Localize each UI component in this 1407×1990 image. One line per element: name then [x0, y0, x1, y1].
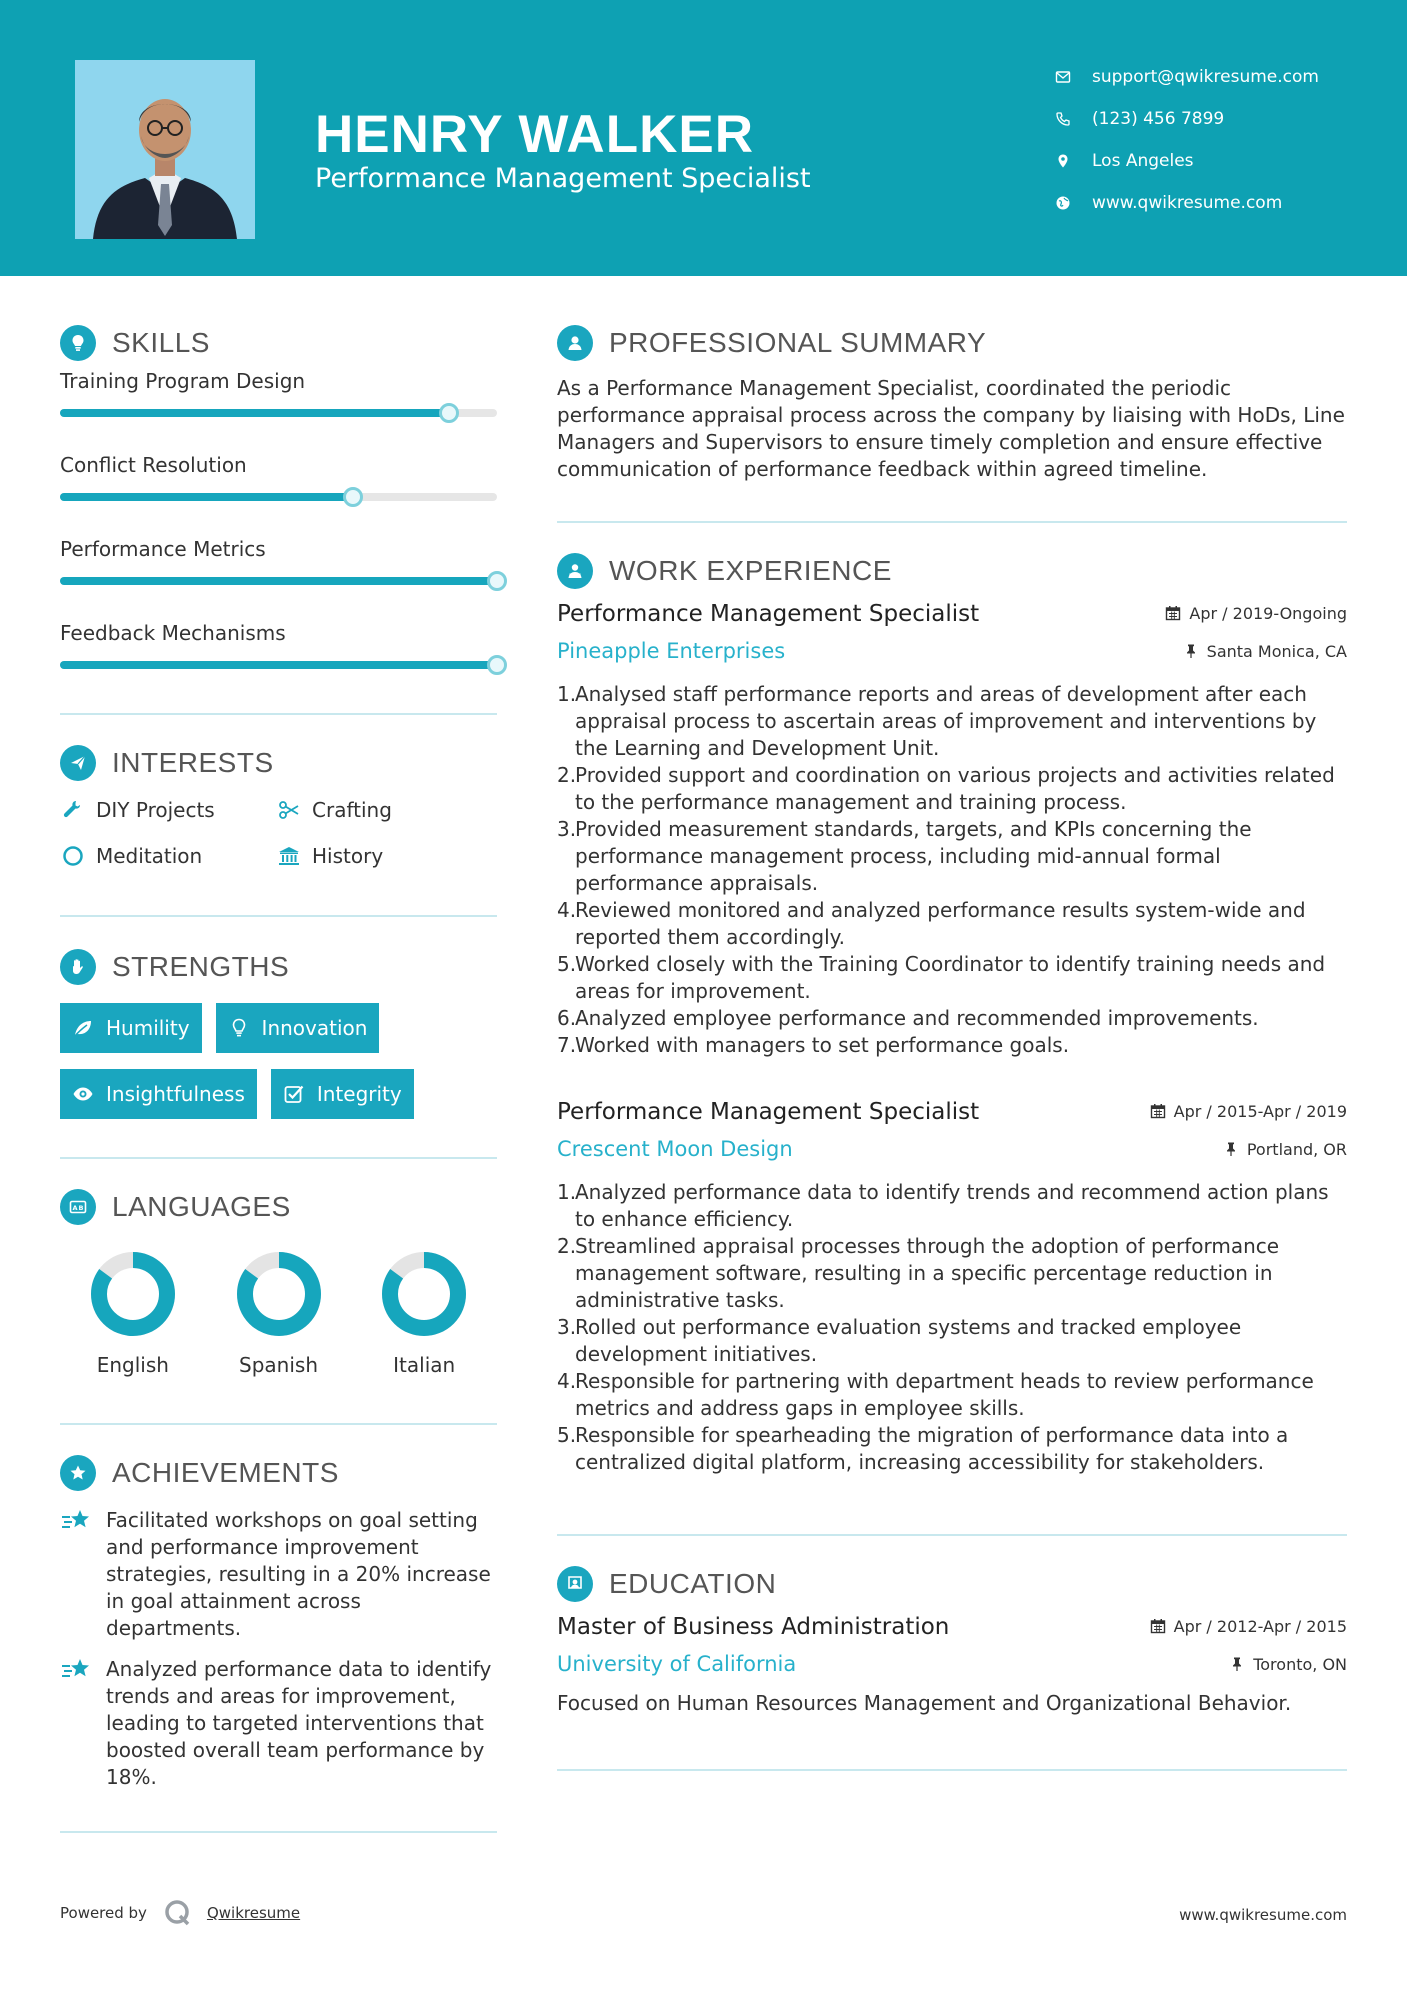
language-label: Spanish: [239, 1353, 318, 1377]
skill-item: [60, 533, 497, 585]
contact-website-text: www.qwikresume.com: [1092, 193, 1283, 213]
achievement-item: [60, 1507, 497, 1642]
skills-list: [60, 365, 497, 669]
interest-label: History: [312, 844, 384, 868]
strengths-header: [60, 947, 497, 987]
education-title: EDUCATION: [609, 1568, 777, 1599]
strength-tag: [60, 1003, 202, 1053]
job-dates-text: Apr / 2019-Ongoing: [1189, 603, 1347, 623]
pushpin-icon: [1229, 1656, 1245, 1672]
job-dates: [1150, 1102, 1347, 1121]
strength-tag: [271, 1069, 414, 1119]
hand-icon: [60, 949, 96, 985]
strength-tag: [216, 1003, 380, 1053]
skill-bar: [60, 577, 497, 585]
language-level-ring: [88, 1249, 178, 1339]
education-location-text: Toronto, ON: [1253, 1654, 1347, 1674]
strength-label: Humility: [106, 1016, 190, 1040]
education-dates-text: Apr / 2012-Apr / 2015: [1173, 1616, 1347, 1636]
job-bullet: 3. Rolled out performance evaluation systems and tracked employee development initiatives.: [557, 1314, 1347, 1368]
section-divider: [60, 1423, 497, 1425]
job-bullet-text: Provided support and coordination on various projects and activities related to the performance management and training process.: [575, 763, 1335, 814]
job-bullet-text: Worked closely with the Training Coordinator to identify training needs and areas for improvement.: [575, 952, 1326, 1003]
job-dates-text: Apr / 2015-Apr / 2019: [1173, 1101, 1347, 1121]
strength-tag: [60, 1069, 257, 1119]
job-bullet-text: Provided measurement standards, targets, and KPIs concerning the performance management process, including mid-annual formal performance appraisals.: [575, 817, 1252, 895]
job-dates: [1165, 604, 1347, 623]
footer-website[interactable]: www.qwikresume.com: [1179, 1906, 1347, 1924]
globe-icon: [1054, 194, 1072, 212]
section-divider: [557, 1769, 1347, 1771]
job-bullet: 5. Responsible for spearheading the migration of performance data into a centralized digital platform, increasing accessibility for stakeholders.: [557, 1422, 1347, 1476]
language-level-ring: [234, 1249, 324, 1339]
skill-bar: [60, 493, 497, 501]
job-bullet: 6. Analyzed employee performance and recommended improvements.: [557, 1006, 1259, 1030]
pushpin-icon: [1223, 1141, 1239, 1157]
job-bullet-text: Analysed staff performance reports and areas of development after each appraisal process to ascertain areas of improvement and interventions by the Learning and Development Unit.: [575, 682, 1317, 760]
profile-photo: [75, 60, 255, 239]
languages-list: [60, 1249, 497, 1377]
section-divider: [60, 1157, 497, 1159]
interests-list: [60, 797, 497, 869]
job-bullet-text: Reviewed monitored and analyzed performance results system-wide and reported them accordingly.: [575, 898, 1306, 949]
achievement-text: Facilitated workshops on goal setting and performance improvement strategies, resulting in a 20% increase in goal attainment across departments.: [106, 1508, 491, 1640]
job-bullet: 4. Reviewed monitored and analyzed performance results system-wide and reported them accordingly.: [557, 897, 1347, 951]
company-name: Pineapple Enterprises: [557, 639, 786, 663]
powered-by-label: Powered by: [60, 1904, 147, 1922]
summary-header: [557, 323, 1347, 363]
section-divider: [60, 1831, 497, 1833]
achievement-item: [60, 1656, 497, 1791]
language-label: Italian: [393, 1353, 456, 1377]
contact-phone-text: (123) 456 7899: [1092, 109, 1225, 129]
experience-header: [557, 551, 1347, 591]
candidate-title: Performance Management Specialist: [315, 163, 811, 194]
circle-icon: [60, 843, 86, 869]
job-bullet-text: Worked with managers to set performance goals.: [575, 1033, 1070, 1057]
job-bullet: 3. Provided measurement standards, targets, and KPIs concerning the performance management process, including mid-annual formal performance appraisals.: [557, 816, 1347, 897]
job-bullets: [557, 1179, 1347, 1476]
contact-website[interactable]: [1054, 182, 1319, 224]
skill-label: Training Program Design: [60, 369, 306, 393]
calendar-icon: [1150, 1618, 1166, 1634]
footer-powered-by: [60, 1898, 300, 1928]
interests-title: INTERESTS: [112, 747, 274, 778]
brand-link[interactable]: Qwikresume: [206, 1904, 301, 1922]
language-item: [60, 1249, 206, 1377]
job-location: [1183, 642, 1347, 661]
job-location: [1223, 1140, 1347, 1159]
interests-header: [60, 743, 497, 783]
strengths-title: STRENGTHS: [112, 951, 290, 982]
briefcase-icon: [557, 553, 593, 589]
eye-icon: [72, 1083, 94, 1105]
school-name: University of California: [557, 1652, 797, 1676]
summary-text: As a Performance Management Specialist, coordinated the periodic performance appraisal process across the company by liaising with HoDs, Line Managers and Supervisors to ensure timely completion and ensure effective communication of performance feedback within agreed timeline.: [557, 376, 1345, 481]
language-label: English: [96, 1353, 169, 1377]
svg-text:A: A: [72, 1204, 78, 1212]
job-bullet: 5. Worked closely with the Training Coordinator to identify training needs and areas for improvement.: [557, 951, 1347, 1005]
skill-fill: [60, 661, 497, 669]
graduate-icon: [557, 1566, 593, 1602]
job-entry: [557, 601, 1347, 1059]
section-divider: [60, 713, 497, 715]
language-icon: [60, 1189, 96, 1225]
interest-label: Crafting: [312, 798, 392, 822]
interest-label: Meditation: [96, 844, 203, 868]
pushpin-icon: [1183, 643, 1199, 659]
check-square-icon: [283, 1083, 305, 1105]
languages-header: [60, 1187, 497, 1227]
section-divider: [557, 521, 1347, 523]
education-entry: [557, 1614, 1347, 1717]
wrench-icon: [60, 797, 86, 823]
skill-handle: [439, 403, 459, 423]
candidate-name: HENRY WALKER: [315, 105, 754, 164]
skill-label: Feedback Mechanisms: [60, 621, 286, 645]
interest-item: [276, 797, 476, 823]
summary-title: PROFESSIONAL SUMMARY: [609, 327, 987, 358]
languages-title: LANGUAGES: [112, 1191, 291, 1222]
experience-title: WORK EXPERIENCE: [609, 555, 892, 586]
skill-label: Conflict Resolution: [60, 453, 247, 477]
calendar-icon: [1165, 605, 1181, 621]
contact-email-text: support@qwikresume.com: [1092, 67, 1319, 87]
interest-item: [276, 843, 476, 869]
job-bullet-text: Rolled out performance evaluation systems and tracked employee development initiatives.: [575, 1315, 1242, 1366]
job-entry: [557, 1099, 1347, 1476]
section-divider: [557, 1534, 1347, 1536]
contact-phone[interactable]: [1054, 98, 1319, 140]
job-bullet: 1. Analysed staff performance reports and areas of development after each appraisal process to ascertain areas of improvement and interventions by the Learning and Development Unit.: [557, 681, 1347, 762]
section-divider: [60, 915, 497, 917]
achievements-list: [60, 1507, 497, 1791]
skill-bar: [60, 661, 497, 669]
leaf-icon: [72, 1017, 94, 1039]
strength-label: Innovation: [261, 1016, 368, 1040]
star-badge-icon: [60, 1455, 96, 1491]
left-column: [60, 276, 497, 1833]
skill-fill: [60, 409, 449, 417]
shooting-star-icon: [60, 1654, 94, 1688]
education-dates: [1150, 1617, 1347, 1636]
contact-location-text: Los Angeles: [1092, 151, 1194, 171]
skill-fill: [60, 577, 497, 585]
skill-label: Performance Metrics: [60, 537, 266, 561]
job-bullet: 1. Analyzed performance data to identify trends and recommend action plans to enhance efficiency.: [557, 1179, 1347, 1233]
job-bullet-text: Responsible for partnering with department heads to review performance metrics and address gaps in employee skills.: [575, 1369, 1314, 1420]
education-header: [557, 1564, 1347, 1604]
skills-title: SKILLS: [112, 327, 210, 358]
achievement-text: Analyzed performance data to identify trends and areas for improvement, leading to targeted interventions that boosted overall team performance by 18%.: [106, 1657, 492, 1789]
interest-label: DIY Projects: [96, 798, 215, 822]
strength-label: Insightfulness: [106, 1082, 245, 1106]
lightbulb-icon: [60, 325, 96, 361]
lightbulb-icon: [228, 1017, 250, 1039]
skill-bar: [60, 409, 497, 417]
job-bullet: 2. Streamlined appraisal processes through the adoption of performance management software, resulting in a specific percentage reduction in administrative tasks.: [557, 1233, 1347, 1314]
job-bullet-text: Responsible for spearheading the migration of performance data into a centralized digital platform, increasing accessibility for stakeholders.: [575, 1423, 1289, 1474]
job-bullet: 2. Provided support and coordination on various projects and activities related to the performance management and training process.: [557, 762, 1347, 816]
language-item: [351, 1249, 497, 1377]
strength-label: Integrity: [316, 1082, 402, 1106]
job-bullets: [557, 681, 1347, 1059]
contact-location: [1054, 140, 1319, 182]
job-title: Performance Management Specialist: [557, 1099, 980, 1125]
job-location-text: Portland, OR: [1246, 1139, 1347, 1159]
contact-list: [1054, 56, 1319, 224]
achievements-title: ACHIEVEMENTS: [112, 1457, 339, 1488]
degree-title: Master of Business Administration: [557, 1614, 950, 1640]
education-description: Focused on Human Resources Management and Organizational Behavior.: [557, 1691, 1292, 1715]
map-pin-icon: [1054, 152, 1072, 170]
museum-icon: [276, 843, 302, 869]
job-bullet-text: Analyzed performance data to identify trends and recommend action plans to enhance efficiency.: [575, 1180, 1329, 1231]
contact-email[interactable]: [1054, 56, 1319, 98]
job-bullet: 4. Responsible for partnering with department heads to review performance metrics and address gaps in employee skills.: [557, 1368, 1347, 1422]
skills-header: [60, 323, 497, 363]
achievements-header: [60, 1453, 497, 1493]
phone-icon: [1054, 110, 1072, 128]
resume-header: [0, 0, 1407, 276]
skill-handle: [487, 655, 507, 675]
strengths-list: [60, 1003, 440, 1119]
calendar-icon: [1150, 1103, 1166, 1119]
paper-plane-icon: [60, 745, 96, 781]
education-location: [1229, 1655, 1347, 1674]
shooting-star-icon: [60, 1505, 94, 1539]
skill-handle: [343, 487, 363, 507]
svg-text:B: B: [78, 1204, 84, 1212]
envelope-icon: [1054, 68, 1072, 86]
skill-handle: [487, 571, 507, 591]
interest-item: [60, 797, 276, 823]
job-title: Performance Management Specialist: [557, 601, 980, 627]
interest-item: [60, 843, 276, 869]
right-column: [557, 276, 1347, 1771]
scissors-icon: [276, 797, 302, 823]
job-bullet-text: Streamlined appraisal processes through the adoption of performance management software, resulting in a specific percentage reduction in administrative tasks.: [575, 1234, 1280, 1312]
job-bullet: 7. Worked with managers to set performance goals.: [557, 1033, 1070, 1057]
language-level-ring: [379, 1249, 469, 1339]
skill-item: [60, 449, 497, 501]
user-icon: [557, 325, 593, 361]
skill-item: [60, 365, 497, 417]
language-item: [206, 1249, 352, 1377]
company-name: Crescent Moon Design: [557, 1137, 793, 1161]
skill-fill: [60, 493, 353, 501]
job-location-text: Santa Monica, CA: [1206, 641, 1347, 661]
job-bullet-text: Analyzed employee performance and recommended improvements.: [575, 1006, 1259, 1030]
skill-item: [60, 617, 497, 669]
qwikresume-logo-icon: [163, 1898, 193, 1928]
